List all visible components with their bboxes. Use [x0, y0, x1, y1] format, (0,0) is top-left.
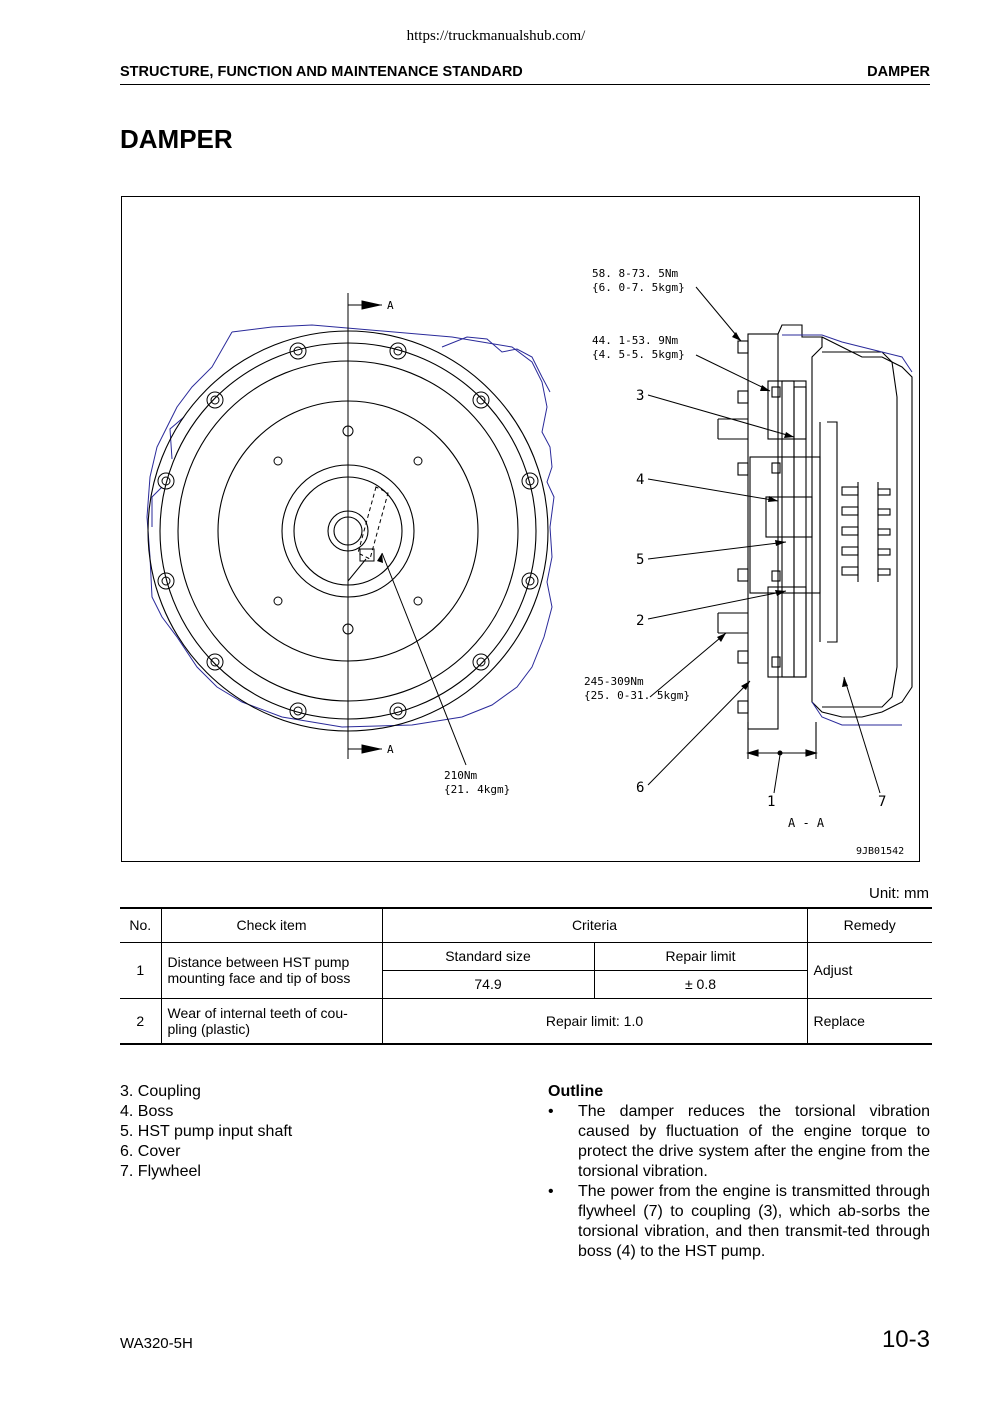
- header-remedy: Remedy: [807, 908, 932, 942]
- source-url: https://truckmanualshub.com/: [406, 28, 586, 44]
- header-no: No.: [120, 908, 161, 942]
- callout-3: 3: [636, 388, 645, 404]
- damper-drawing: [121, 196, 920, 862]
- row1-repair-limit-value: ± 0.8: [594, 970, 807, 998]
- torque-label-1-kgm: {6. 0-7. 5kgm}: [592, 281, 685, 294]
- section-a-a-label: A - A: [788, 816, 825, 830]
- footer-page-number: 10-3: [881, 1326, 930, 1353]
- outline-heading: Outline: [548, 1083, 604, 1100]
- outline-list: [548, 1102, 930, 1262]
- callout-1: 1: [767, 794, 776, 810]
- callout-7: 7: [878, 794, 887, 810]
- table-header-row: [120, 908, 932, 942]
- torque-label-2-kgm: {4. 5-5. 5kgm}: [592, 348, 685, 361]
- callout-5: 5: [636, 552, 645, 568]
- unit-label: Unit: mm: [869, 885, 929, 902]
- check-table: [120, 907, 932, 1045]
- callout-4: 4: [636, 472, 645, 488]
- table-row: [120, 998, 932, 1044]
- header-rule: [120, 84, 930, 85]
- row2-no: 2: [120, 998, 161, 1044]
- torque-label-3-kgm: {25. 0-31. 5kgm}: [584, 689, 690, 702]
- section-mark-top: A: [387, 299, 394, 312]
- header-check-item: Check item: [161, 908, 382, 942]
- torque-label-3-nm: 245-309Nm: [584, 675, 644, 688]
- row1-standard-size-value: 74.9: [382, 970, 594, 998]
- list-item: 5. HST pump input shaft: [120, 1123, 293, 1140]
- parts-list: [120, 1082, 292, 1182]
- row1-repair-limit-label: Repair limit: [594, 942, 807, 970]
- row2-remedy: Replace: [807, 998, 932, 1044]
- list-item: 6. Cover: [120, 1143, 181, 1160]
- row2-check-item: Wear of internal teeth of cou-pling (plastic): [161, 998, 382, 1044]
- outline-bullet: • The damper reduces the torsional vibration caused by fluctuation of the engine torque to protect the drive system after the engine from the torsional vibration.: [548, 1102, 930, 1182]
- torque-label-4-kgm: {21. 4kgm}: [444, 783, 511, 796]
- table-row: [120, 942, 932, 970]
- figure-code: 9JB01542: [856, 846, 905, 857]
- torque-label-4-nm: 210Nm: [444, 769, 478, 782]
- section-line-a-a: [348, 293, 388, 759]
- row1-check-item: Distance between HST pump mounting face and tip of boss: [161, 942, 382, 998]
- torque-label-2-nm: 44. 1-53. 9Nm: [592, 334, 679, 347]
- list-item: 4. Boss: [120, 1103, 174, 1120]
- outline-section: [548, 1082, 930, 1262]
- header-criteria: Criteria: [382, 908, 807, 942]
- cross-section-detail-blue: [782, 335, 912, 725]
- list-item: 3. Coupling: [120, 1083, 201, 1100]
- row2-criteria: Repair limit: 1.0: [382, 998, 807, 1044]
- footer-model: WA320-5H: [120, 1335, 193, 1352]
- callout-2: 2: [636, 613, 645, 629]
- page-title: DAMPER: [120, 124, 233, 154]
- section-mark-bottom: A: [387, 743, 394, 756]
- header-section: STRUCTURE, FUNCTION AND MAINTENANCE STANDARD: [120, 64, 523, 80]
- header-topic: DAMPER: [867, 64, 930, 80]
- callout-6: 6: [636, 780, 645, 796]
- list-item: 7. Flywheel: [120, 1163, 201, 1180]
- arrowheads: [377, 332, 848, 690]
- outline-bullet: • The power from the engine is transmitted through flywheel (7) to coupling (3), which ab-sorbs the torsional vibration, and then transmit-ted through boss (4) to the HST pump.: [548, 1182, 930, 1262]
- cross-section-view: [718, 325, 912, 759]
- row1-remedy: Adjust: [807, 942, 932, 998]
- torque-label-1-nm: 58. 8-73. 5Nm: [592, 267, 679, 280]
- row1-no: 1: [120, 942, 161, 998]
- row1-standard-size-label: Standard size: [382, 942, 594, 970]
